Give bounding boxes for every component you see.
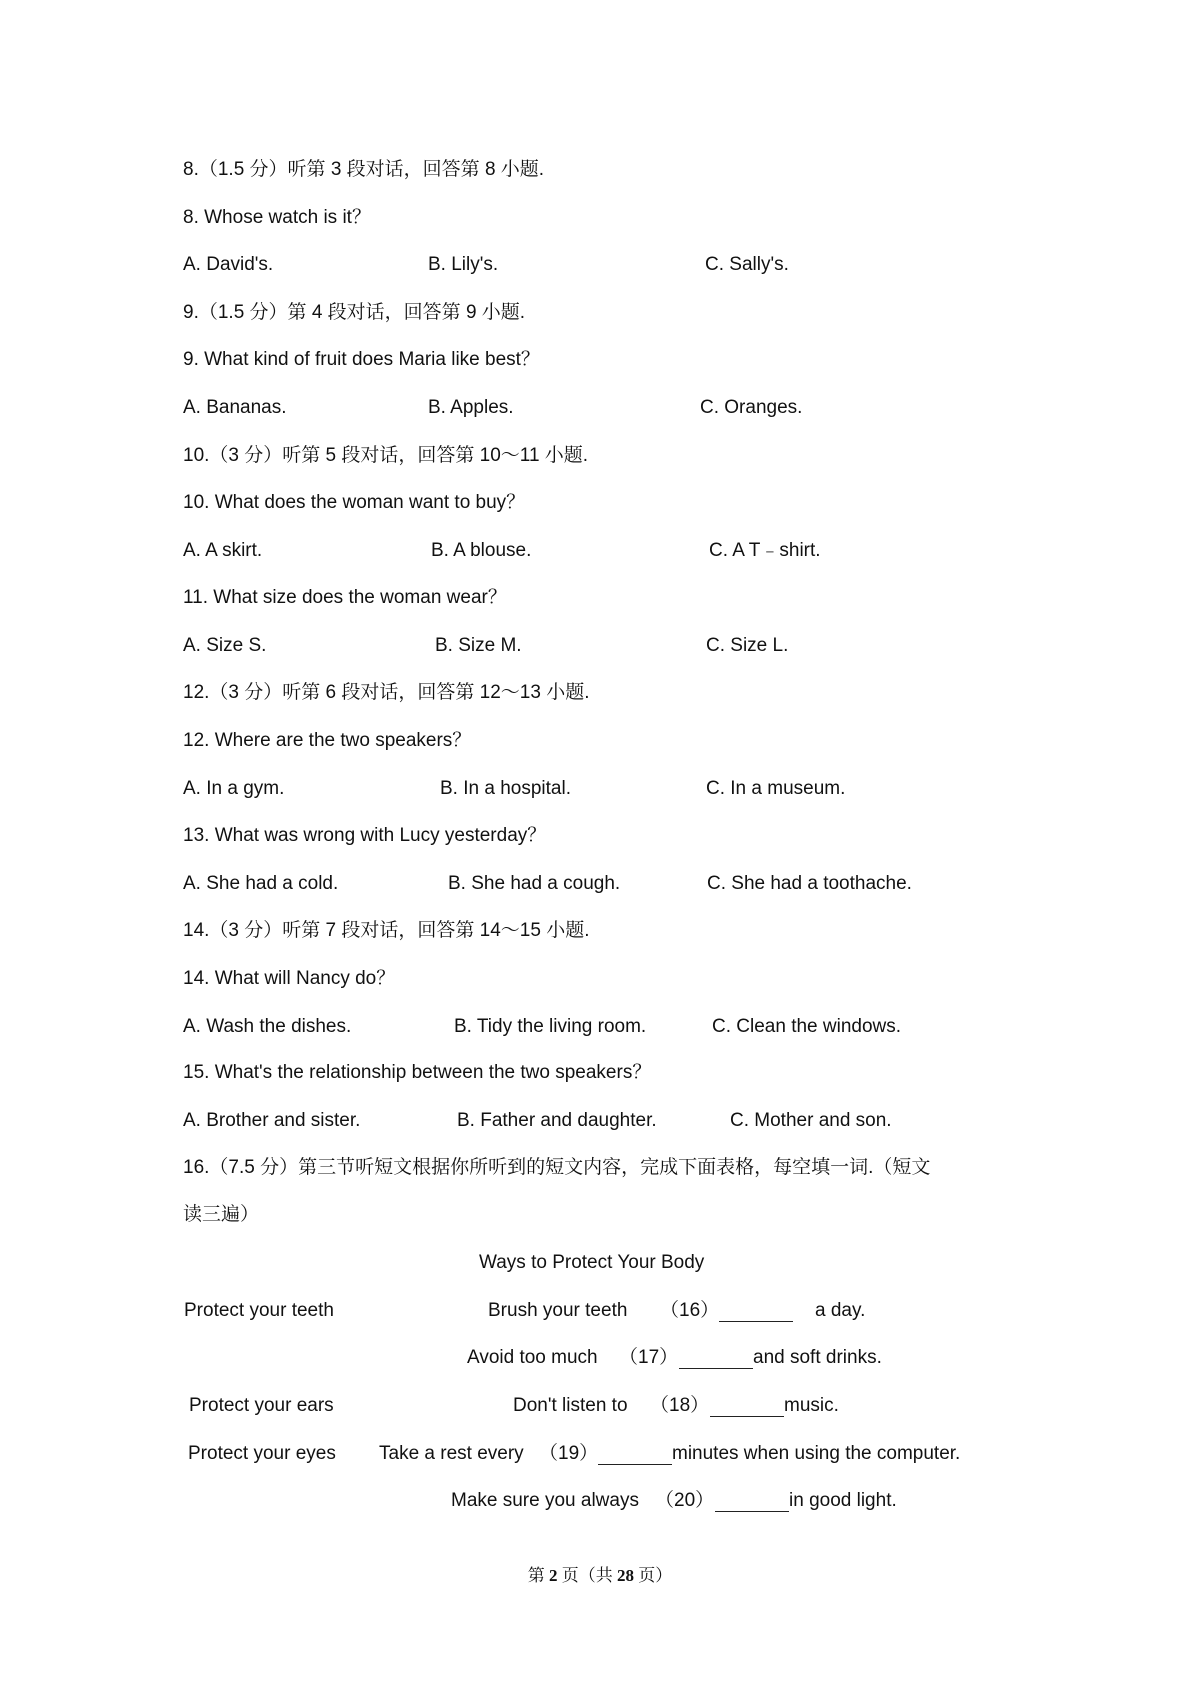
current-page: 2 — [549, 1566, 558, 1585]
row16-text: Brush your teeth — [488, 1300, 628, 1321]
q8-heading: 8.（1.5 分）听第 3 段对话，回答第 8 小题. — [183, 159, 545, 180]
footer-mid: 页（共 — [557, 1566, 617, 1585]
q14-option-b: B. Tidy the living room. — [454, 1016, 647, 1037]
category-eyes: Protect your eyes — [188, 1443, 336, 1464]
q8-option-b: B. Lily's. — [428, 254, 499, 275]
q10-question: 10. What does the woman want to buy？ — [183, 492, 526, 513]
row17-text: Avoid too much — [467, 1347, 598, 1368]
blank-20-number: （20） — [655, 1490, 715, 1511]
footer-suffix: 页） — [634, 1566, 673, 1585]
blank-19[interactable] — [598, 1464, 672, 1465]
q12-option-a: A. In a gym. — [183, 778, 285, 799]
q10-option-b: B. A blouse. — [431, 540, 532, 561]
footer-prefix: 第 — [527, 1566, 549, 1585]
blank-17-number: （17） — [619, 1347, 679, 1368]
q9-option-a: A. Bananas. — [183, 397, 287, 418]
q15-option-a: A. Brother and sister. — [183, 1110, 361, 1131]
q9-option-c: C. Oranges. — [700, 397, 803, 418]
q16-heading: 16.（7.5 分）第三节听短文根据你所听到的短文内容，完成下面表格，每空填一词.（短文 — [183, 1157, 931, 1178]
q16-heading-cont: 读三遍） — [183, 1204, 260, 1225]
q15-option-b: B. Father and daughter. — [457, 1110, 657, 1131]
q10-option-a: A. A skirt. — [183, 540, 263, 561]
blank-18[interactable] — [710, 1416, 784, 1417]
q12-question: 12. Where are the two speakers？ — [183, 730, 472, 751]
q12-heading: 12.（3 分）听第 6 段对话，回答第 12～13 小题. — [183, 682, 590, 703]
q9-heading: 9.（1.5 分）第 4 段对话，回答第 9 小题. — [183, 302, 526, 323]
q15-question: 15. What's the relationship between the two speakers？ — [183, 1062, 652, 1083]
category-teeth: Protect your teeth — [184, 1300, 334, 1321]
row19-suffix: minutes when using the computer. — [672, 1443, 961, 1464]
blank-18-number: （18） — [650, 1395, 710, 1416]
q14-option-c: C. Clean the windows. — [712, 1016, 902, 1037]
q9-question: 9. What kind of fruit does Maria like best？ — [183, 349, 540, 370]
blank-17[interactable] — [679, 1368, 753, 1369]
q13-option-c: C. She had a toothache. — [707, 873, 912, 894]
q11-option-b: B. Size M. — [435, 635, 522, 656]
row17-suffix: and soft drinks. — [753, 1347, 882, 1368]
q11-question: 11. What size does the woman wear？ — [183, 587, 507, 608]
table-title: Ways to Protect Your Body — [479, 1252, 705, 1273]
q12-option-c: C. In a museum. — [706, 778, 846, 799]
row18-suffix: music. — [784, 1395, 839, 1416]
q8-option-a: A. David's. — [183, 254, 274, 275]
q10-option-c: C. A T﹣shirt. — [709, 540, 821, 561]
blank-20[interactable] — [715, 1511, 789, 1512]
row20-suffix: in good light. — [789, 1490, 897, 1511]
row16-suffix: a day. — [815, 1300, 866, 1321]
q14-question: 14. What will Nancy do？ — [183, 968, 396, 989]
q11-option-c: C. Size L. — [706, 635, 789, 656]
q12-option-b: B. In a hospital. — [440, 778, 571, 799]
row19-text: Take a rest every — [379, 1443, 524, 1464]
q13-option-a: A. She had a cold. — [183, 873, 339, 894]
blank-16-number: （16） — [660, 1300, 720, 1321]
category-ears: Protect your ears — [189, 1395, 334, 1416]
row18-text: Don't listen to — [513, 1395, 628, 1416]
q8-question: 8. Whose watch is it？ — [183, 207, 371, 228]
row20-text: Make sure you always — [451, 1490, 639, 1511]
blank-16[interactable] — [719, 1321, 793, 1322]
q13-question: 13. What was wrong with Lucy yesterday？ — [183, 825, 547, 846]
q10-heading: 10.（3 分）听第 5 段对话，回答第 10～11 小题. — [183, 445, 589, 466]
q14-heading: 14.（3 分）听第 7 段对话，回答第 14～15 小题. — [183, 920, 590, 941]
q9-option-b: B. Apples. — [428, 397, 514, 418]
q14-option-a: A. Wash the dishes. — [183, 1016, 352, 1037]
blank-19-number: （19） — [539, 1443, 599, 1464]
q11-option-a: A. Size S. — [183, 635, 267, 656]
page-footer — [0, 1561, 1200, 1586]
total-pages: 28 — [617, 1566, 634, 1585]
q15-option-c: C. Mother and son. — [730, 1110, 892, 1131]
q8-option-c: C. Sally's. — [705, 254, 789, 275]
q13-option-b: B. She had a cough. — [448, 873, 621, 894]
